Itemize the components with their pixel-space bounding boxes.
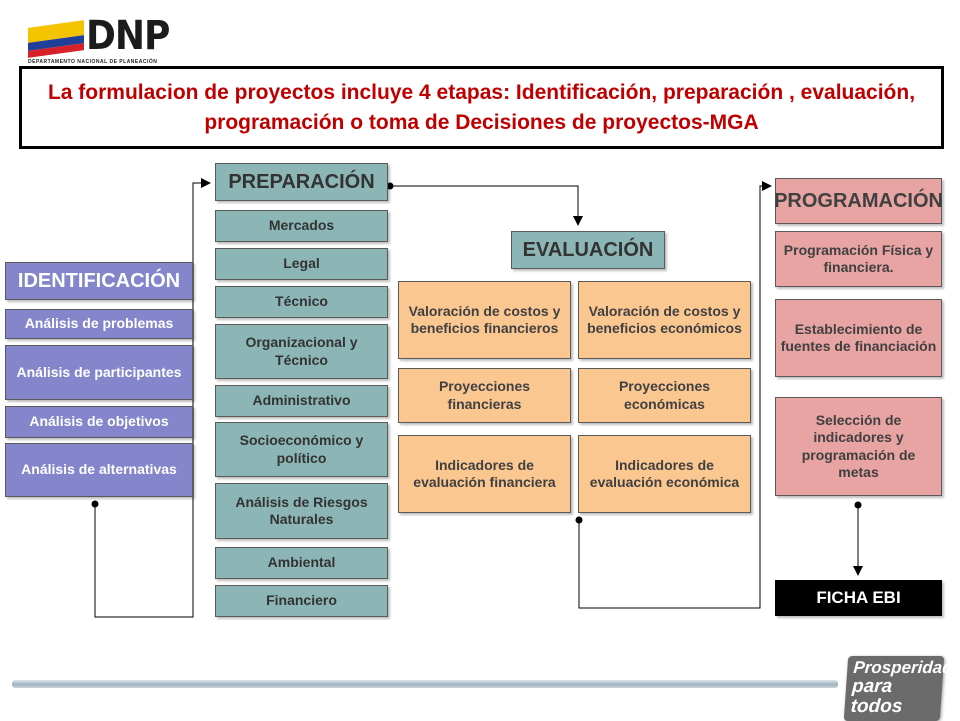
evaluacion-heading: EVALUACIÓN xyxy=(511,231,665,269)
evaluacion-economica-item: Proyecciones económicas xyxy=(578,368,751,423)
preparacion-item: Ambiental xyxy=(215,547,388,579)
preparacion-item: Mercados xyxy=(215,210,388,242)
programacion-heading: PROGRAMACIÓN xyxy=(775,178,942,224)
slogan-line1: Prosperidad xyxy=(852,658,954,677)
preparacion-item: Administrativo xyxy=(215,385,388,417)
connector-preparacion-evaluacion xyxy=(390,186,578,224)
evaluacion-economica-item: Valoración de costos y beneficios económicos xyxy=(578,281,751,359)
identificacion-item: Análisis de problemas xyxy=(5,309,193,339)
connector-dot xyxy=(92,501,99,508)
programacion-item: Establecimiento de fuentes de financiación xyxy=(775,299,942,377)
preparacion-heading: PREPARACIÓN xyxy=(215,163,388,201)
ficha-ebi: FICHA EBI xyxy=(775,580,942,616)
preparacion-item: Socioeconómico y político xyxy=(215,422,388,477)
preparacion-item: Técnico xyxy=(215,286,388,318)
identificacion-item: Análisis de objetivos xyxy=(5,406,193,438)
identificacion-heading: IDENTIFICACIÓN xyxy=(5,262,193,300)
evaluacion-financiera-item: Valoración de costos y beneficios financieros xyxy=(398,281,571,359)
title-text: La formulacion de proyectos incluye 4 etapas: Identificación, preparación , evaluación, programación o toma de Decisiones de proyectos-MGA xyxy=(47,81,916,134)
logo-subtext: DEPARTAMENTO NACIONAL DE PLANEACIÓN xyxy=(28,59,158,65)
preparacion-item: Legal xyxy=(215,248,388,280)
programacion-item: Programación Física y financiera. xyxy=(775,231,942,287)
connector-identificacion-preparacion xyxy=(95,183,209,617)
connector-dot xyxy=(576,517,583,524)
preparacion-item: Análisis de Riesgos Naturales xyxy=(215,483,388,539)
preparacion-item: Financiero xyxy=(215,585,388,617)
footer-divider xyxy=(12,680,838,688)
identificacion-item: Análisis de participantes xyxy=(5,345,193,400)
programacion-item: Selección de indicadores y programación de metas xyxy=(775,397,942,496)
evaluacion-economica-item: Indicadores de evaluación económica xyxy=(578,435,751,513)
logo-text: DNP xyxy=(86,13,170,59)
preparacion-item: Organizacional y Técnico xyxy=(215,324,388,379)
evaluacion-financiera-item: Indicadores de evaluación financiera xyxy=(398,435,571,513)
identificacion-item: Análisis de alternativas xyxy=(5,443,193,497)
evaluacion-financiera-item: Proyecciones financieras xyxy=(398,368,571,423)
connector-dot xyxy=(855,502,862,509)
slogan-badge xyxy=(844,656,954,721)
slogan-line2: para todos xyxy=(850,675,904,717)
